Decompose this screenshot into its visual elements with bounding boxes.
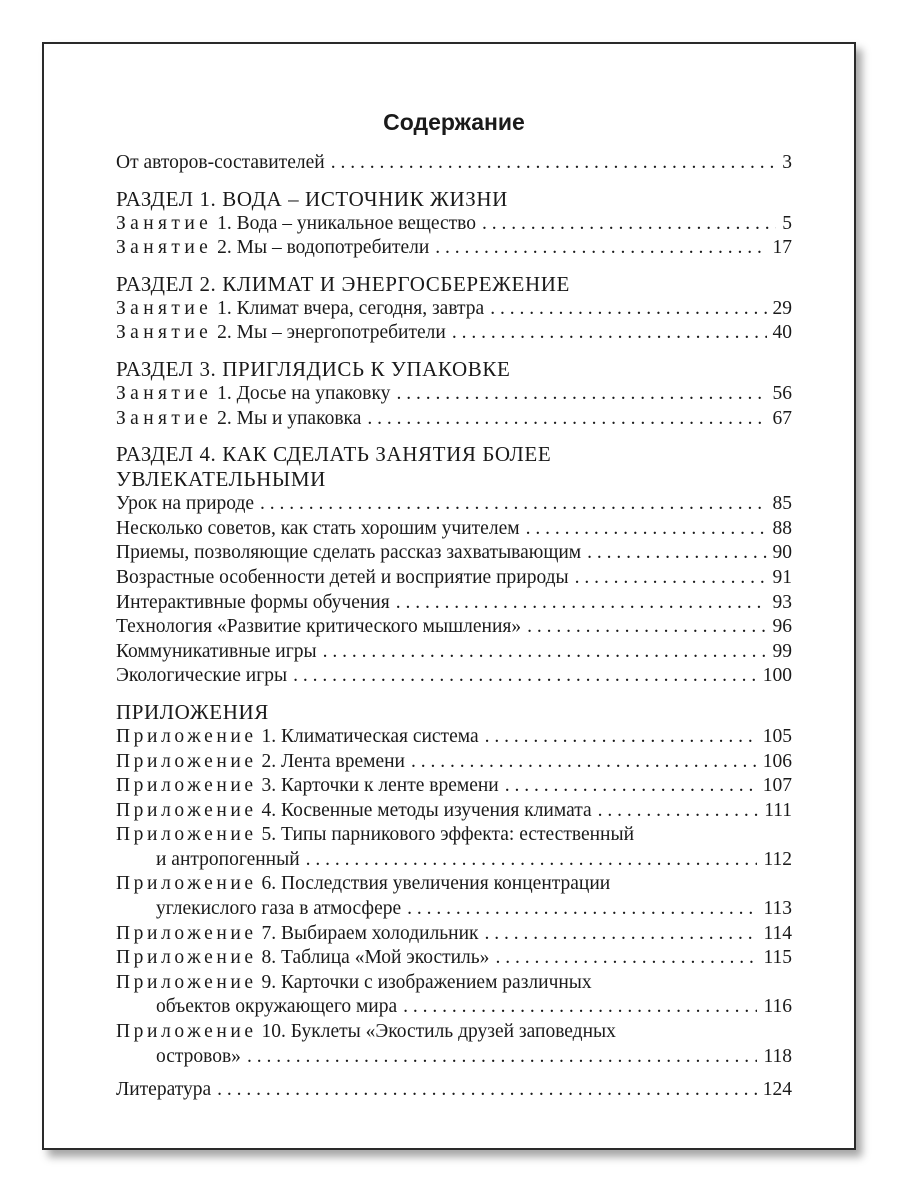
page-number: 3 — [782, 152, 792, 173]
page-number: 96 — [772, 616, 792, 638]
toc-entry: Приложение 7. Выбираем холодильник . . . 114 — [116, 922, 792, 947]
dot-leader — [323, 640, 767, 665]
toc-entry: Приложение 4. Косвенные методы изучения климата . . . 111 — [116, 799, 792, 824]
page-number: 124 — [762, 1079, 792, 1101]
dot-leader — [598, 799, 759, 824]
toc-entry: Приемы, позволяющие сделать рассказ захватывающим . . . 90 — [116, 541, 792, 566]
toc-entry: Приложение 8. Таблица «Мой экостиль» . . . 115 — [116, 946, 792, 971]
dot-leader — [396, 591, 767, 616]
dot-leader — [396, 382, 766, 407]
table-of-contents — [116, 102, 792, 1103]
page-number: 105 — [762, 725, 792, 747]
page-number: 100 — [762, 665, 792, 687]
dot-leader — [490, 297, 766, 322]
dot-leader — [482, 212, 776, 237]
page-number: 106 — [762, 750, 792, 772]
toc-entry: объектов окружающего мира . . . 116 — [116, 995, 792, 1020]
toc-entry: Интерактивные формы обучения . . . 93 — [116, 591, 792, 616]
toc-entry: Урок на природе . . . 85 — [116, 492, 792, 517]
page-number: 114 — [763, 922, 792, 944]
book-page — [42, 42, 856, 1150]
section-heading-4: РАЗДЕЛ 4. КАК СДЕЛАТЬ ЗАНЯТИЯ БОЛЕЕ УВЛЕКАТЕЛЬНЫМИ — [116, 442, 552, 492]
dot-leader — [452, 321, 767, 346]
dot-leader — [495, 946, 757, 971]
page-number: 67 — [772, 407, 792, 429]
dot-leader — [505, 774, 757, 799]
dot-leader — [411, 750, 757, 775]
toc-entry: Приложение 1. Климатическая система . . . 105 — [116, 725, 792, 750]
page-number: 90 — [772, 542, 792, 564]
toc-entry-intro: От авторов-составителей . . . 3 — [116, 151, 792, 176]
dot-leader — [403, 995, 757, 1020]
toc-entry: Несколько советов, как стать хорошим учителем . . . 88 — [116, 517, 792, 542]
toc-entry: Коммуникативные игры . . . 99 — [116, 640, 792, 665]
section-heading-1: РАЗДЕЛ 1. ВОДА – ИСТОЧНИК ЖИЗНИ — [116, 186, 508, 211]
dot-leader — [485, 725, 757, 750]
page-number: 99 — [772, 640, 792, 662]
section-heading-2: РАЗДЕЛ 2. КЛИМАТ И ЭНЕРГОСБЕРЕЖЕНИЕ — [116, 271, 570, 296]
toc-entry: Приложение 2. Лента времени . . . 106 — [116, 750, 792, 775]
page-number: 29 — [772, 297, 792, 319]
toc-entry: Занятие 1. Климат вчера, сегодня, завтра . . . 29 — [116, 297, 792, 322]
dot-leader — [306, 848, 758, 873]
dot-leader — [587, 541, 766, 566]
toc-entry: Занятие 1. Вода – уникальное вещество . . . 5 — [116, 212, 792, 237]
toc-entry-first-line: Приложение 6. Последствия увеличения концентрации — [116, 873, 611, 895]
toc-entry: Занятие 1. Досье на упаковку . . . 56 — [116, 382, 792, 407]
toc-entry: Приложение 3. Карточки к ленте времени . . . 107 — [116, 774, 792, 799]
toc-entry-first-line: Приложение 10. Буклеты «Экостиль друзей заповедных — [116, 1021, 616, 1043]
dot-leader — [485, 922, 758, 947]
page-number: 88 — [772, 517, 792, 539]
page-number: 115 — [763, 947, 792, 969]
dot-leader — [435, 236, 766, 261]
dot-leader — [526, 517, 767, 542]
page-number: 56 — [772, 382, 792, 404]
dot-leader — [331, 151, 777, 176]
dot-leader — [527, 615, 766, 640]
dot-leader — [367, 407, 766, 432]
page-number: 91 — [772, 566, 792, 588]
dot-leader — [575, 566, 767, 591]
dot-leader — [260, 492, 766, 517]
toc-entry: Технология «Развитие критического мышления» . . . 96 — [116, 615, 792, 640]
page-number: 111 — [764, 799, 792, 821]
section-heading-3: РАЗДЕЛ 3. ПРИГЛЯДИСЬ К УПАКОВКЕ — [116, 356, 511, 381]
page-number: 85 — [772, 493, 792, 515]
page-number: 17 — [772, 237, 792, 259]
toc-entry: углекислого газа в атмосфере . . . 113 — [116, 897, 792, 922]
page-number: 40 — [772, 322, 792, 344]
page-number: 116 — [763, 996, 792, 1018]
toc-entry: Занятие 2. Мы – водопотребители . . . 17 — [116, 236, 792, 261]
dot-leader — [217, 1078, 757, 1103]
section-heading-appendix: ПРИЛОЖЕНИЯ — [116, 699, 269, 724]
toc-entry: Экологические игры . . . 100 — [116, 664, 792, 689]
toc-entry: Занятие 2. Мы и упаковка . . . 67 — [116, 407, 792, 432]
page-number: 5 — [782, 212, 792, 234]
page-number: 113 — [763, 898, 792, 920]
toc-entry: Возрастные особенности детей и восприятие природы . . . 91 — [116, 566, 792, 591]
page-number: 112 — [763, 848, 792, 870]
toc-entry-first-line: Приложение 5. Типы парникового эффекта: естественный — [116, 824, 635, 846]
page-number: 93 — [772, 591, 792, 613]
page-title: Содержание — [383, 109, 525, 135]
page-number: 107 — [762, 775, 792, 797]
toc-entry: и антропогенный . . . 112 — [116, 848, 792, 873]
toc-entry-first-line: Приложение 9. Карточки с изображением различных — [116, 971, 592, 993]
toc-entry: Занятие 2. Мы – энергопотребители . . . 40 — [116, 321, 792, 346]
dot-leader — [247, 1045, 758, 1070]
toc-entry-literature: Литература . . . 124 — [116, 1078, 792, 1103]
dot-leader — [407, 897, 757, 922]
page-number: 118 — [763, 1045, 792, 1067]
toc-entry: островов» . . . 118 — [116, 1045, 792, 1070]
dot-leader — [293, 664, 757, 689]
